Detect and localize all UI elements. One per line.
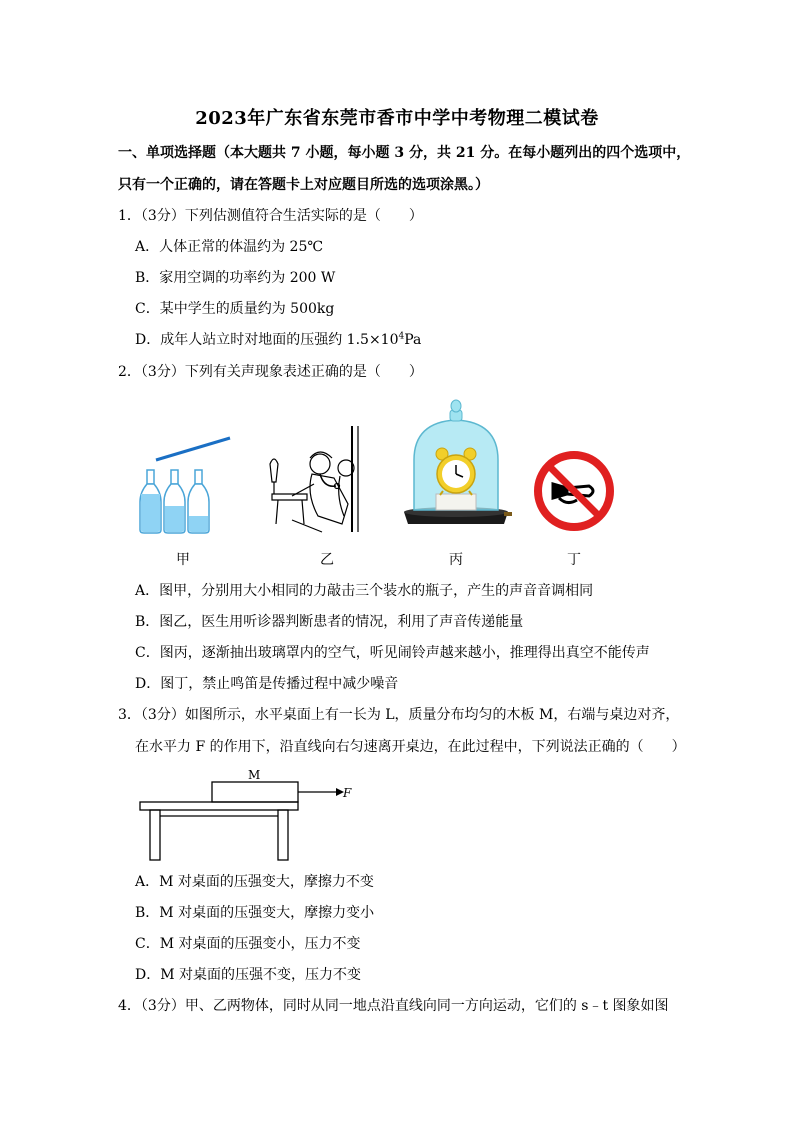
question-4-stem: 4．（3分）甲、乙两物体，同时从同一地点沿直线向同一方向运动，它们的 s﻿﹣t 图象如图 [118, 998, 669, 1014]
figure-caption-bing: 丙 [449, 552, 463, 568]
table-leg-left [150, 810, 160, 860]
question-3-option-b: B．M 对桌面的压强变大，摩擦力变小 [135, 905, 375, 921]
question-3-option-a: A．M 对桌面的压强变大，摩擦力不变 [135, 874, 374, 890]
board-m [212, 782, 298, 802]
section-heading-line2: 只有一个正确的，请在答题卡上对应题目所选的选项涂黑。） [118, 177, 489, 193]
section-heading-line1: 一、单项选择题（本大题共 7 小题，每小题 3 分，共 21 分。在每小题列出的四个选项中， [118, 145, 691, 161]
bottle-3 [188, 470, 209, 533]
figure-no-honking-sign [533, 450, 615, 532]
label-m: M [248, 768, 261, 782]
figure-bell-jar-clock [400, 398, 512, 534]
figure-caption-yi: 乙 [320, 552, 334, 568]
figure-doctor-stethoscope [262, 424, 372, 534]
question-2-option-d: D．图丁，禁止鸣笛是传播过程中减少噪音 [135, 676, 399, 692]
bottle-2 [164, 470, 185, 533]
question-1-stem: 1．（3分）下列估测值符合生活实际的是（ ） [118, 208, 423, 224]
question-1-option-d: D．成年人站立时对地面的压强约 $1.5\times 10^4Pa$ [135, 331, 422, 348]
table-leg-right [278, 810, 288, 860]
tapping-stick [156, 438, 230, 460]
label-f: F [343, 786, 352, 800]
question-2-option-c: C．图丙，逐渐抽出玻璃罩内的空气，听见闹铃声越来越小，推理得出真空不能传声 [135, 645, 650, 661]
question-1-option-a: A．人体正常的体温约为 25℃ [135, 239, 324, 255]
question-3-stem-line2: 在水平力 F 的作用下，沿直线向右匀速离开桌边，在此过程中，下列说法正确的（ ） [135, 739, 686, 755]
figure-caption-ding: 丁 [567, 552, 581, 568]
question-2-option-b: B．图乙，医生用听诊器判断患者的情况，利用了声音传递能量 [135, 614, 524, 630]
page-title: 2023年广东省东莞市香市中学中考物理二模试卷 [195, 108, 599, 129]
question-3-option-d: D．M 对桌面的压强不变，压力不变 [135, 967, 362, 983]
bottle-1 [140, 470, 161, 533]
question-3-stem-line1: 3．（3分）如图所示，水平桌面上有一长为 L，质量分布均匀的木板 M，右端与桌边对齐， [118, 707, 680, 723]
table-top [140, 802, 298, 810]
question-1-option-c: C．某中学生的质量约为 500kg [135, 301, 335, 317]
figure-caption-jia: 甲 [176, 552, 190, 568]
figure-bottles [136, 430, 236, 538]
question-2-option-a: A．图甲，分别用大小相同的力敲击三个装水的瓶子，产生的声音音调相同 [135, 583, 594, 599]
question-3-option-c: C．M 对桌面的压强变小，压力不变 [135, 936, 361, 952]
question-2-stem: 2．（3分）下列有关声现象表述正确的是（ ） [118, 364, 423, 380]
question-1-option-b: B．家用空调的功率约为 200 W [135, 270, 336, 286]
